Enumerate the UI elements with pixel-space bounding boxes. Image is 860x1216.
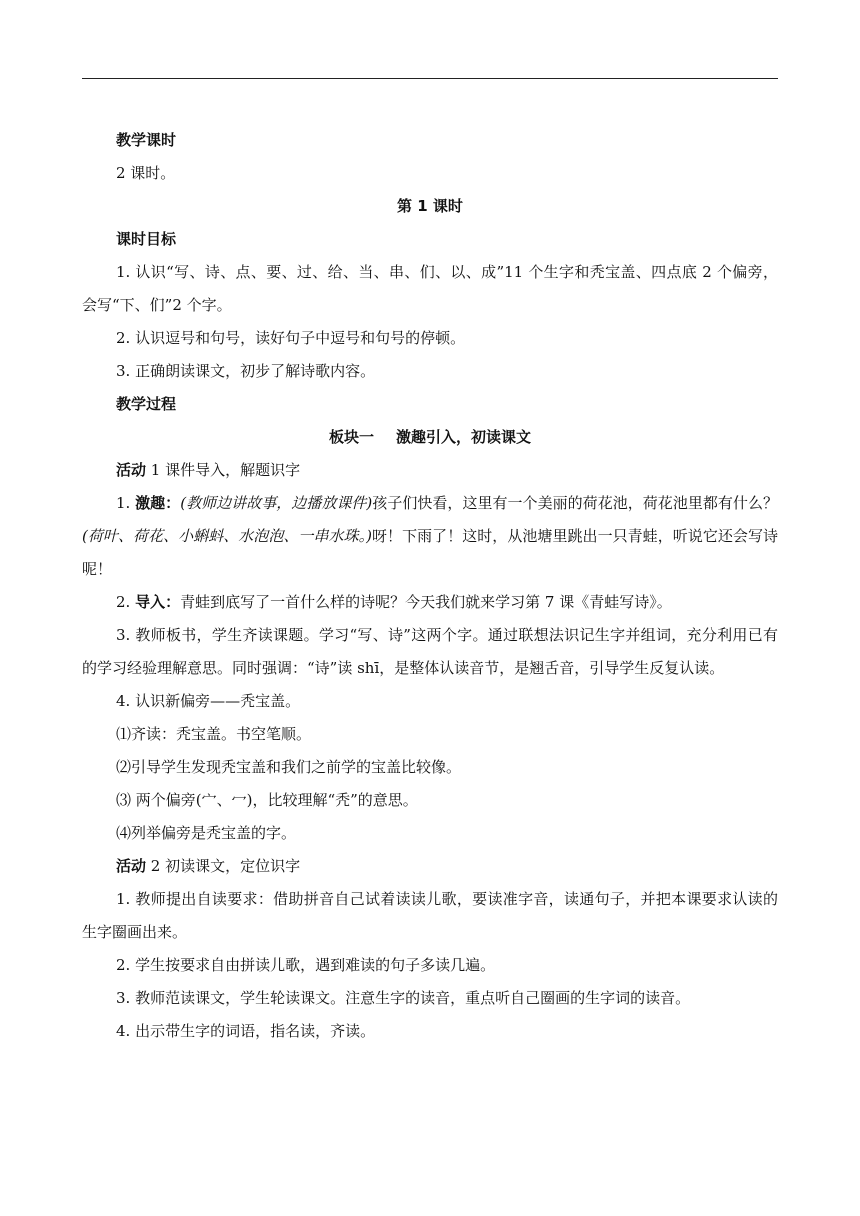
document-body: [82, 124, 778, 1048]
step-item: 2. 学生按要求自由拼读儿歌，遇到难读的句子多读几遍。: [116, 956, 496, 974]
heading-goals: 课时目标: [116, 230, 177, 248]
sub-item: ⑶ 两个偏旁(宀、冖)，比较理解“秃”的意思。: [116, 791, 418, 809]
time-count: 2 课时。: [116, 164, 176, 182]
paragraph-text: 青蛙到底写了一首什么样的诗呢？今天我们就来学习第 7 课《青蛙写诗》。: [180, 593, 672, 611]
activity-title: 2 初读课文，定位识字: [146, 857, 301, 875]
activity-title: 1 课件导入，解题识字: [146, 461, 301, 479]
step-item: 4. 出示带生字的词语，指名读，齐读。: [116, 1022, 376, 1040]
step-item: 3. 教师范读课文，学生轮读课文。注意生字的读音，重点听自己圈画的生字词的读音。: [116, 989, 691, 1007]
step-item: 1. 教师提出自读要求：借助拼音自己试着读读儿歌，要读准字音，读通句子，并把本课要求认读的生字圈画出来。: [82, 890, 778, 941]
paragraph-intro: [82, 487, 778, 586]
activity-heading: [82, 850, 778, 883]
sub-item: ⑷列举偏旁是秃宝盖的字。: [116, 824, 297, 842]
heading-process: 教学过程: [116, 395, 177, 413]
paragraph-text: 孩子们快看，这里有一个美丽的荷花池，荷花池里都有什么？: [372, 494, 778, 512]
stage-direction: (荷叶、荷花、小蝌蚪、水泡泡、一串水珠。): [82, 527, 372, 545]
paragraph-lead: 激趣：: [135, 494, 181, 512]
activity-label: 活动: [116, 857, 147, 875]
header-rule: [82, 78, 778, 79]
goal-item: 3. 正确朗读课文，初步了解诗歌内容。: [116, 362, 376, 380]
paragraph-radical: 4. 认识新偏旁——秃宝盖。: [116, 692, 301, 710]
activity-label: 活动: [116, 461, 147, 479]
heading-teaching-time: 教学课时: [116, 131, 177, 149]
stage-direction: (教师边讲故事，边播放课件): [180, 494, 373, 512]
goal-item: 2. 认识逗号和句号，读好句子中逗号和句号的停顿。: [116, 329, 466, 347]
lesson-title: 第 1 课时: [397, 197, 463, 215]
goal-item: 1. 认识“写、诗、点、要、过、给、当、串、们、以、成”11 个生字和秃宝盖、四点底 2 个偏旁，会写“下、们”2 个字。: [82, 263, 778, 314]
activity-heading: [82, 454, 778, 487]
paragraph-lead-in: [82, 586, 778, 619]
paragraph-number: 1.: [116, 494, 136, 512]
paragraph-text: 呀！下雨了！这时，从池塘里跳出一只青蛙，听说它还会写诗呢！: [82, 527, 778, 578]
block-title-part1: 板块一: [328, 428, 374, 446]
paragraph-lead: 导入：: [135, 593, 181, 611]
sub-item: ⑵引导学生发现秃宝盖和我们之前学的宝盖比较像。: [116, 758, 462, 776]
sub-item: ⑴齐读：秃宝盖。书空笔顺。: [116, 725, 312, 743]
paragraph-number: 2.: [116, 593, 136, 611]
paragraph-blackboard: 3. 教师板书，学生齐读课题。学习“写、诗”这两个字。通过联想法识记生字并组词，充分利用已有的学习经验理解意思。同时强调：“诗”读 shī，是整体认读音节，是翘舌音，引导学生反复认读。: [82, 626, 778, 677]
block-title: [82, 421, 778, 454]
block-title-part2: 激趣引入，初读课文: [396, 428, 532, 446]
